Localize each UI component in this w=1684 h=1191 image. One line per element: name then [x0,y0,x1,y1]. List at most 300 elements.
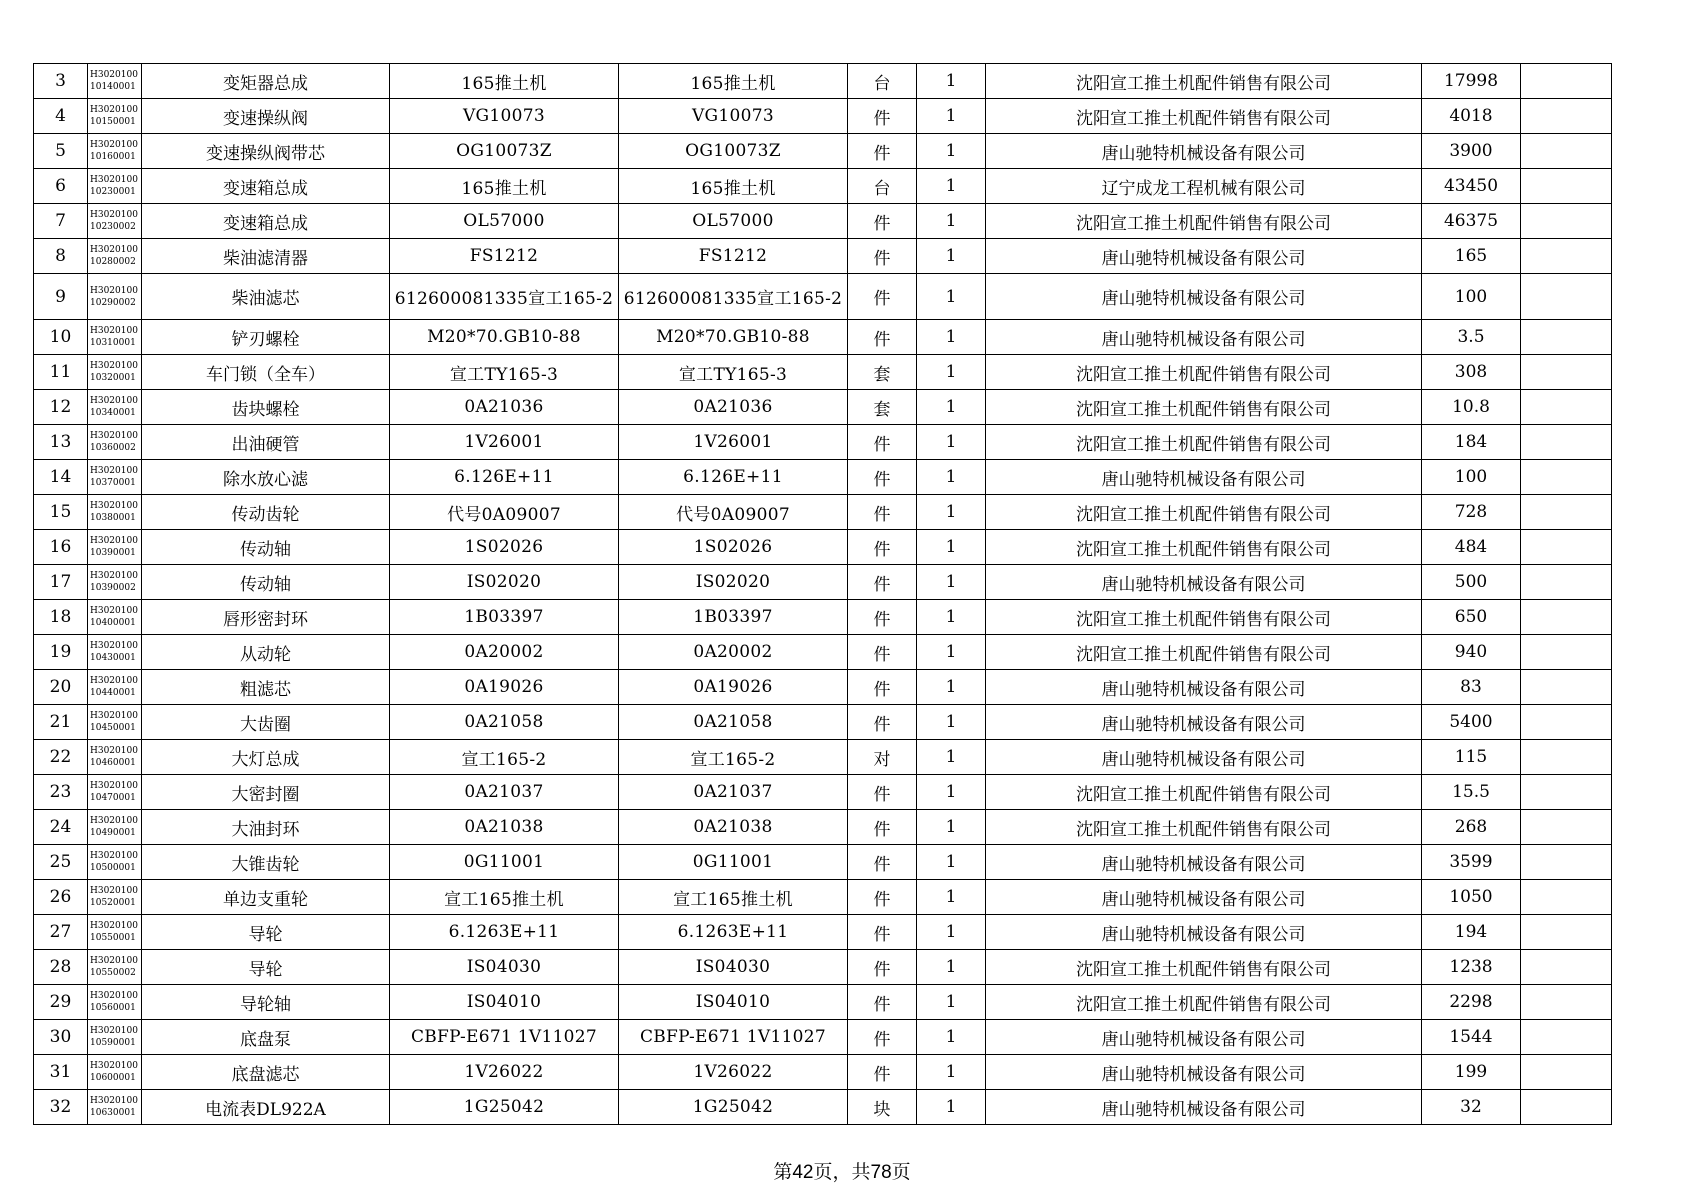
unit-cell: 件 [848,845,917,880]
part-name-cell: 传动轴 [142,530,390,565]
material-code-line-1: H3020100 [90,641,138,651]
material-code-line-2: 10380001 [90,513,136,523]
spec-cell: 6.1263E+11 [390,915,619,950]
unit-cell: 台 [848,169,917,204]
material-code-line-2: 10390001 [90,548,136,558]
unit-cell: 件 [848,274,917,320]
supplier-cell: 唐山驰特机械设备有限公司 [986,1090,1422,1125]
remarks-cell [1521,705,1612,740]
spec-cell: IS02020 [390,565,619,600]
supplier-cell: 沈阳宣工推土机配件销售有限公司 [986,530,1422,565]
quantity-cell: 1 [917,460,986,495]
part-name-cell: 底盘泵 [142,1020,390,1055]
model-cell: FS1212 [619,239,848,274]
remarks-cell [1521,670,1612,705]
material-code-line-1: H3020100 [90,851,138,861]
remarks-cell [1521,390,1612,425]
model-cell: 1S02026 [619,530,848,565]
part-name-cell: 大油封环 [142,810,390,845]
table-row [34,1020,1612,1055]
model-cell: 6.126E+11 [619,460,848,495]
material-code-line-2: 10400001 [90,618,136,628]
material-code-cell [88,950,142,985]
material-code-cell [88,64,142,99]
model-cell: 165推土机 [619,64,848,99]
unit-price-cell: 199 [1422,1055,1521,1090]
model-cell: 0A21037 [619,775,848,810]
remarks-cell [1521,460,1612,495]
supplier-cell: 沈阳宣工推土机配件销售有限公司 [986,950,1422,985]
part-name-cell: 铲刃螺栓 [142,320,390,355]
material-code-line-1: H3020100 [90,285,138,296]
part-name-cell: 唇形密封环 [142,600,390,635]
material-code-line-2: 10160001 [90,152,136,162]
material-code-cell [88,810,142,845]
material-code-line-2: 10360002 [90,443,136,453]
remarks-cell [1521,565,1612,600]
part-name-cell: 大灯总成 [142,740,390,775]
spec-cell: 165推土机 [390,64,619,99]
part-name-cell: 导轮 [142,915,390,950]
table-row [34,1055,1612,1090]
material-code-line-1: H3020100 [90,921,138,931]
supplier-cell: 沈阳宣工推土机配件销售有限公司 [986,775,1422,810]
model-cell: 宣工165-2 [619,740,848,775]
spec-cell: 宣工TY165-3 [390,355,619,390]
unit-cell: 件 [848,880,917,915]
spec-cell: 6.126E+11 [390,460,619,495]
material-code-line-2: 10290002 [90,297,136,308]
part-name-cell: 柴油滤芯 [142,274,390,320]
material-code-cell [88,320,142,355]
material-code-line-1: H3020100 [90,501,138,511]
quantity-cell: 1 [917,495,986,530]
quantity-cell: 1 [917,600,986,635]
supplier-cell: 唐山驰特机械设备有限公司 [986,460,1422,495]
unit-price-cell: 32 [1422,1090,1521,1125]
quantity-cell: 1 [917,390,986,425]
row-number-cell: 22 [34,740,88,775]
material-code-line-2: 10550002 [90,968,136,978]
part-name-cell: 变速箱总成 [142,169,390,204]
material-code-line-2: 10150001 [90,117,136,127]
material-code-cell [88,355,142,390]
model-cell: 0G11001 [619,845,848,880]
unit-price-cell: 2298 [1422,985,1521,1020]
quantity-cell: 1 [917,705,986,740]
quantity-cell: 1 [917,985,986,1020]
material-code-cell [88,740,142,775]
model-cell: 1V26001 [619,425,848,460]
quantity-cell: 1 [917,355,986,390]
spec-cell: 1G25042 [390,1090,619,1125]
material-code-line-2: 10370001 [90,478,136,488]
material-code-line-1: H3020100 [90,1096,138,1106]
unit-cell: 台 [848,64,917,99]
quantity-cell: 1 [917,1055,986,1090]
part-name-cell: 导轮 [142,950,390,985]
table-row [34,600,1612,635]
unit-cell: 件 [848,530,917,565]
quantity-cell: 1 [917,239,986,274]
part-name-cell: 变速箱总成 [142,204,390,239]
quantity-cell: 1 [917,845,986,880]
material-code-cell [88,845,142,880]
row-number-cell: 16 [34,530,88,565]
unit-price-cell: 500 [1422,565,1521,600]
material-code-line-1: H3020100 [90,140,138,150]
quantity-cell: 1 [917,425,986,460]
material-code-line-1: H3020100 [90,396,138,406]
material-code-cell [88,390,142,425]
table-row [34,985,1612,1020]
supplier-cell: 沈阳宣工推土机配件销售有限公司 [986,495,1422,530]
model-cell: 1B03397 [619,600,848,635]
remarks-cell [1521,1090,1612,1125]
table-row [34,530,1612,565]
spec-cell: VG10073 [390,99,619,134]
unit-price-cell: 5400 [1422,705,1521,740]
material-code-cell [88,670,142,705]
part-name-cell: 车门锁（全车） [142,355,390,390]
spec-cell: IS04010 [390,985,619,1020]
supplier-cell: 沈阳宣工推土机配件销售有限公司 [986,99,1422,134]
material-code-cell [88,880,142,915]
row-number-cell: 32 [34,1090,88,1125]
material-code-line-2: 10310001 [90,338,136,348]
supplier-cell: 沈阳宣工推土机配件销售有限公司 [986,425,1422,460]
part-name-cell: 底盘滤芯 [142,1055,390,1090]
spec-cell: 宣工165推土机 [390,880,619,915]
part-name-cell: 齿块螺栓 [142,390,390,425]
model-cell: M20*70.GB10-88 [619,320,848,355]
quantity-cell: 1 [917,274,986,320]
spec-cell: 1V26022 [390,1055,619,1090]
unit-price-cell: 3900 [1422,134,1521,169]
table-row [34,355,1612,390]
table-row [34,1090,1612,1125]
unit-cell: 件 [848,99,917,134]
spec-cell: 宣工165-2 [390,740,619,775]
remarks-cell [1521,915,1612,950]
row-number-cell: 30 [34,1020,88,1055]
material-code-line-1: H3020100 [90,991,138,1001]
model-cell: 0A21036 [619,390,848,425]
unit-cell: 套 [848,355,917,390]
footer-suffix: 页 [891,1161,911,1183]
remarks-cell [1521,740,1612,775]
model-cell: IS02020 [619,565,848,600]
model-cell: OG10073Z [619,134,848,169]
unit-price-cell: 3.5 [1422,320,1521,355]
material-code-cell [88,705,142,740]
material-code-line-2: 10320001 [90,373,136,383]
part-name-cell: 大齿圈 [142,705,390,740]
unit-price-cell: 1544 [1422,1020,1521,1055]
supplier-cell: 沈阳宣工推土机配件销售有限公司 [986,64,1422,99]
row-number-cell: 10 [34,320,88,355]
model-cell: 0A21058 [619,705,848,740]
supplier-cell: 辽宁成龙工程机械有限公司 [986,169,1422,204]
model-cell: IS04010 [619,985,848,1020]
supplier-cell: 唐山驰特机械设备有限公司 [986,670,1422,705]
spec-cell: 0G11001 [390,845,619,880]
table-row [34,845,1612,880]
row-number-cell: 15 [34,495,88,530]
unit-price-cell: 1238 [1422,950,1521,985]
total-page-number: 78 [870,1162,892,1183]
part-name-cell: 电流表DL922A [142,1090,390,1125]
material-code-line-1: H3020100 [90,571,138,581]
row-number-cell: 23 [34,775,88,810]
part-name-cell: 粗滤芯 [142,670,390,705]
quantity-cell: 1 [917,1090,986,1125]
unit-price-cell: 83 [1422,670,1521,705]
part-name-cell: 大密封圈 [142,775,390,810]
quantity-cell: 1 [917,565,986,600]
quantity-cell: 1 [917,950,986,985]
supplier-cell: 沈阳宣工推土机配件销售有限公司 [986,810,1422,845]
table-row [34,320,1612,355]
row-number-cell: 17 [34,565,88,600]
row-number-cell: 18 [34,600,88,635]
material-code-line-2: 10430001 [90,653,136,663]
material-code-line-2: 10600001 [90,1073,136,1083]
unit-price-cell: 100 [1422,460,1521,495]
material-code-cell [88,530,142,565]
spec-cell: 1S02026 [390,530,619,565]
model-cell: 代号0A09007 [619,495,848,530]
unit-price-cell: 43450 [1422,169,1521,204]
material-code-cell [88,239,142,274]
model-cell: IS04030 [619,950,848,985]
table-body [34,64,1612,1125]
model-cell: 1V26022 [619,1055,848,1090]
part-name-cell: 出油硬管 [142,425,390,460]
material-code-cell [88,495,142,530]
quantity-cell: 1 [917,635,986,670]
spec-cell: 1B03397 [390,600,619,635]
spec-cell: IS04030 [390,950,619,985]
row-number-cell: 11 [34,355,88,390]
row-number-cell: 25 [34,845,88,880]
unit-cell: 对 [848,740,917,775]
unit-price-cell: 165 [1422,239,1521,274]
row-number-cell: 19 [34,635,88,670]
model-cell: 6.1263E+11 [619,915,848,950]
material-code-line-1: H3020100 [90,816,138,826]
unit-cell: 件 [848,1055,917,1090]
material-code-cell [88,1090,142,1125]
unit-cell: 件 [848,134,917,169]
part-name-cell: 变速操纵阀 [142,99,390,134]
unit-cell: 件 [848,635,917,670]
material-code-line-2: 10440001 [90,688,136,698]
unit-cell: 件 [848,985,917,1020]
unit-price-cell: 4018 [1422,99,1521,134]
unit-price-cell: 15.5 [1422,775,1521,810]
supplier-cell: 唐山驰特机械设备有限公司 [986,320,1422,355]
unit-price-cell: 1050 [1422,880,1521,915]
row-number-cell: 3 [34,64,88,99]
quantity-cell: 1 [917,880,986,915]
material-code-cell [88,915,142,950]
supplier-cell: 沈阳宣工推土机配件销售有限公司 [986,985,1422,1020]
unit-cell: 块 [848,1090,917,1125]
model-cell: 宣工TY165-3 [619,355,848,390]
remarks-cell [1521,810,1612,845]
remarks-cell [1521,985,1612,1020]
model-cell: 0A21038 [619,810,848,845]
material-code-line-1: H3020100 [90,746,138,756]
material-code-line-2: 10390002 [90,583,136,593]
part-name-cell: 柴油滤清器 [142,239,390,274]
material-code-line-2: 10230002 [90,222,136,232]
part-name-cell: 传动齿轮 [142,495,390,530]
quantity-cell: 1 [917,915,986,950]
material-code-cell [88,635,142,670]
material-code-cell [88,134,142,169]
table-row [34,204,1612,239]
table-row [34,274,1612,320]
spec-cell: 0A21058 [390,705,619,740]
material-code-cell [88,1020,142,1055]
quantity-cell: 1 [917,1020,986,1055]
unit-cell: 套 [848,390,917,425]
material-code-cell [88,169,142,204]
supplier-cell: 唐山驰特机械设备有限公司 [986,915,1422,950]
supplier-cell: 唐山驰特机械设备有限公司 [986,740,1422,775]
footer-middle: 页，共 [813,1161,871,1183]
unit-cell: 件 [848,670,917,705]
supplier-cell: 唐山驰特机械设备有限公司 [986,1020,1422,1055]
model-cell: 1G25042 [619,1090,848,1125]
table-row [34,425,1612,460]
remarks-cell [1521,169,1612,204]
material-code-line-1: H3020100 [90,711,138,721]
material-code-line-2: 10470001 [90,793,136,803]
quantity-cell: 1 [917,134,986,169]
remarks-cell [1521,239,1612,274]
material-code-line-2: 10140001 [90,82,136,92]
material-code-line-1: H3020100 [90,676,138,686]
row-number-cell: 5 [34,134,88,169]
row-number-cell: 21 [34,705,88,740]
unit-cell: 件 [848,320,917,355]
unit-price-cell: 184 [1422,425,1521,460]
table-row [34,565,1612,600]
model-cell: OL57000 [619,204,848,239]
row-number-cell: 13 [34,425,88,460]
unit-cell: 件 [848,565,917,600]
part-name-cell: 导轮轴 [142,985,390,1020]
row-number-cell: 29 [34,985,88,1020]
supplier-cell: 沈阳宣工推土机配件销售有限公司 [986,204,1422,239]
material-code-line-2: 10280002 [90,257,136,267]
material-code-line-1: H3020100 [90,886,138,896]
supplier-cell: 沈阳宣工推土机配件销售有限公司 [986,635,1422,670]
spec-cell: 代号0A09007 [390,495,619,530]
quantity-cell: 1 [917,320,986,355]
row-number-cell: 7 [34,204,88,239]
unit-cell: 件 [848,495,917,530]
material-code-line-2: 10340001 [90,408,136,418]
spec-cell: OL57000 [390,204,619,239]
table-row [34,635,1612,670]
quantity-cell: 1 [917,169,986,204]
material-code-line-1: H3020100 [90,326,138,336]
remarks-cell [1521,64,1612,99]
supplier-cell: 唐山驰特机械设备有限公司 [986,880,1422,915]
part-name-cell: 大锥齿轮 [142,845,390,880]
table-row [34,134,1612,169]
part-name-cell: 传动轴 [142,565,390,600]
material-code-line-2: 10550001 [90,933,136,943]
remarks-cell [1521,950,1612,985]
model-cell: 宣工165推土机 [619,880,848,915]
remarks-cell [1521,99,1612,134]
spec-cell: FS1212 [390,239,619,274]
current-page-number: 42 [792,1162,814,1183]
quantity-cell: 1 [917,670,986,705]
quantity-cell: 1 [917,740,986,775]
spec-cell: 0A21036 [390,390,619,425]
material-code-line-2: 10450001 [90,723,136,733]
material-code-line-2: 10520001 [90,898,136,908]
remarks-cell [1521,1055,1612,1090]
row-number-cell: 27 [34,915,88,950]
material-code-line-1: H3020100 [90,1061,138,1071]
unit-price-cell: 194 [1422,915,1521,950]
row-number-cell: 28 [34,950,88,985]
unit-cell: 件 [848,600,917,635]
supplier-cell: 唐山驰特机械设备有限公司 [986,134,1422,169]
unit-cell: 件 [848,775,917,810]
supplier-cell: 沈阳宣工推土机配件销售有限公司 [986,600,1422,635]
unit-cell: 件 [848,950,917,985]
unit-price-cell: 940 [1422,635,1521,670]
model-cell: 0A20002 [619,635,848,670]
remarks-cell [1521,495,1612,530]
unit-price-cell: 3599 [1422,845,1521,880]
material-code-cell [88,99,142,134]
material-code-cell [88,600,142,635]
unit-cell: 件 [848,705,917,740]
remarks-cell [1521,320,1612,355]
material-code-line-1: H3020100 [90,70,138,80]
table-row [34,950,1612,985]
remarks-cell [1521,530,1612,565]
spec-cell: 165推土机 [390,169,619,204]
unit-price-cell: 650 [1422,600,1521,635]
part-name-cell: 变速操纵阀带芯 [142,134,390,169]
table-row [34,915,1612,950]
material-code-cell [88,1055,142,1090]
table-row [34,775,1612,810]
remarks-cell [1521,880,1612,915]
unit-cell: 件 [848,1020,917,1055]
material-code-line-1: H3020100 [90,361,138,371]
unit-cell: 件 [848,915,917,950]
row-number-cell: 20 [34,670,88,705]
material-code-line-2: 10460001 [90,758,136,768]
spec-cell: 612600081335宣工165-2 [390,274,619,320]
remarks-cell [1521,845,1612,880]
material-code-line-1: H3020100 [90,956,138,966]
row-number-cell: 14 [34,460,88,495]
row-number-cell: 24 [34,810,88,845]
spec-cell: 0A21038 [390,810,619,845]
